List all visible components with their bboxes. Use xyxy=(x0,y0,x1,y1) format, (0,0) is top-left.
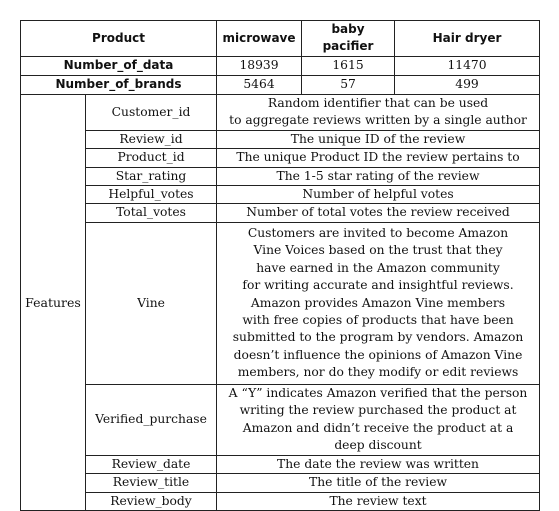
feature-name: Customer_id xyxy=(86,94,217,130)
feature-description: Random identifier that can be used to aggregate reviews written by a single author xyxy=(217,94,540,130)
feature-description: The title of the review xyxy=(217,474,540,492)
feature-description: The unique ID of the review xyxy=(217,130,540,148)
feature-row xyxy=(21,130,540,148)
dataset-summary-table xyxy=(20,20,540,511)
feature-description: The date the review was written xyxy=(217,455,540,473)
feature-name: Review_title xyxy=(86,474,217,492)
value-number-of-data-baby-pacifier: 1615 xyxy=(302,56,395,75)
dataset-table-container xyxy=(20,20,540,511)
feature-description: Number of total votes the review received xyxy=(217,204,540,222)
header-col-baby-pacifier: baby pacifier xyxy=(302,21,395,57)
feature-row xyxy=(21,186,540,204)
feature-row xyxy=(21,94,540,130)
feature-name: Verified_purchase xyxy=(86,384,217,455)
feature-row xyxy=(21,384,540,455)
feature-row xyxy=(21,492,540,510)
feature-row xyxy=(21,474,540,492)
label-number-of-brands: Number_of_brands xyxy=(21,75,217,94)
feature-name: Review_body xyxy=(86,492,217,510)
row-number-of-data xyxy=(21,56,540,75)
feature-name: Review_id xyxy=(86,130,217,148)
features-label: Features xyxy=(21,94,86,510)
feature-description: The 1-5 star rating of the review xyxy=(217,167,540,185)
feature-row xyxy=(21,204,540,222)
feature-row xyxy=(21,167,540,185)
feature-row xyxy=(21,149,540,167)
header-product: Product xyxy=(21,21,217,57)
feature-row xyxy=(21,455,540,473)
value-number-of-data-hair-dryer: 11470 xyxy=(395,56,540,75)
feature-description: The unique Product ID the review pertains to xyxy=(217,149,540,167)
feature-description: The review text xyxy=(217,492,540,510)
header-row xyxy=(21,21,540,57)
feature-name: Vine xyxy=(86,222,217,384)
value-number-of-brands-baby-pacifier: 57 xyxy=(302,75,395,94)
feature-name: Helpful_votes xyxy=(86,186,217,204)
feature-name: Review_date xyxy=(86,455,217,473)
value-number-of-brands-microwave: 5464 xyxy=(217,75,302,94)
label-number-of-data: Number_of_data xyxy=(21,56,217,75)
feature-name: Product_id xyxy=(86,149,217,167)
feature-row xyxy=(21,222,540,384)
feature-description: Number of helpful votes xyxy=(217,186,540,204)
header-col-hair-dryer: Hair dryer xyxy=(395,21,540,57)
feature-description: Customers are invited to become Amazon Vine Voices based on the trust that they have earned in the Amazon community for writing accurate and insightful reviews. Amazon provides Amazon Vine members with free copies of products that have been submitted to the program by vendors. Amazon doesn’t influence the opinions of Amazon Vine members, nor do they modify or edit reviews xyxy=(217,222,540,384)
value-number-of-brands-hair-dryer: 499 xyxy=(395,75,540,94)
feature-name: Total_votes xyxy=(86,204,217,222)
value-number-of-data-microwave: 18939 xyxy=(217,56,302,75)
row-number-of-brands xyxy=(21,75,540,94)
feature-name: Star_rating xyxy=(86,167,217,185)
feature-description: A “Y” indicates Amazon verified that the person writing the review purchased the product at Amazon and didn’t receive the product at a deep discount xyxy=(217,384,540,455)
header-col-microwave: microwave xyxy=(217,21,302,57)
